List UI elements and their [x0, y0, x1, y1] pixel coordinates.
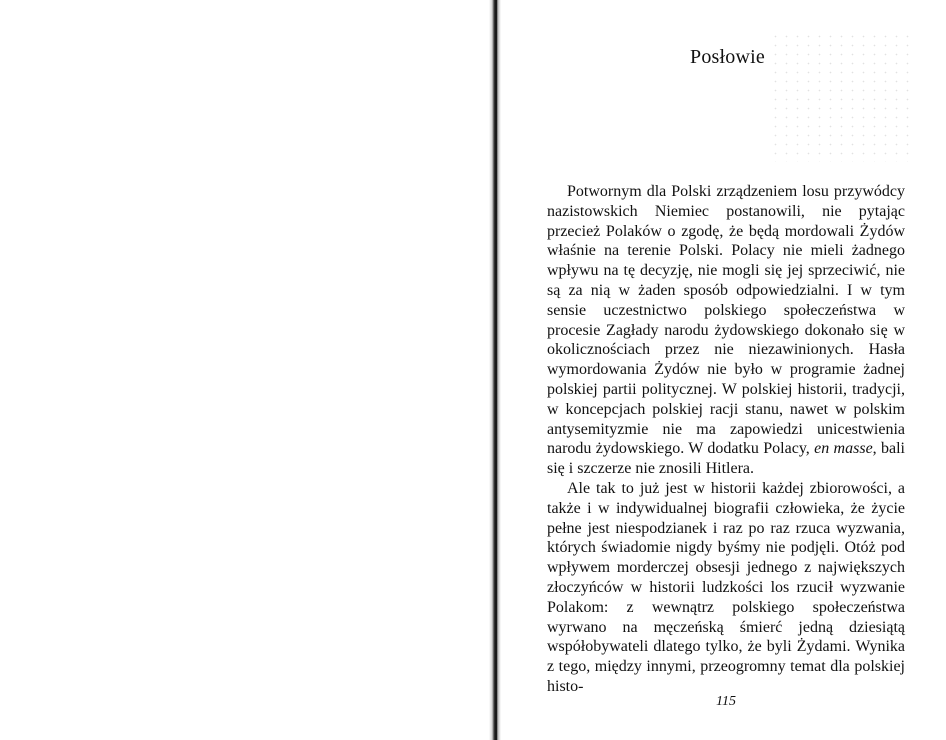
paragraph-1-text: Potwornym dla Polski zrządzeniem losu przywódcy nazistowskich Niemiec postanowili, nie pytając przecież Polaków o zgodę, że będą mordowali Żydów właśnie na terenie Polski. Polacy nie mieli żadnego wpływu na tę decyzję, nie mogli się jej sprzeciwić, nie są za nią w żaden sposób odpowiedzialni. I w tym sensie uczestnictwo polskiego społeczeństwa w procesie Zagłady narodu żydowskiego dokonało się w okolicznościach przez nie niezawinionych. Hasła wymordowania Żydów nie było w programie żadnej polskiej partii politycznej. W polskiej historii, tradycji, w koncepcjach polskiej racji stanu, nawet w polskim antysemityzmie nie ma zapowiedzi unicestwienia narodu żydowskiego. W dodatku Polacy, — [547, 183, 905, 458]
page-number: 115 — [716, 694, 736, 709]
chapter-title: Posłowie — [690, 46, 765, 68]
paragraph-1-emphasis: en masse — [814, 440, 873, 458]
scan-noise-smudge — [770, 32, 910, 162]
body-text — [547, 182, 905, 697]
paragraph-2: Ale tak to już jest w historii każdej zbiorowości, a także i w indywidualnej biografii człowieka, że życie pełne jest niespodzianek i raz po raz rzuca wyzwania, których świadomie nigdy byśmy nie podjęli. Otóż pod wpływem morderczej obsesji jednego z największych złoczyńców w historii ludzkości los rzucił wyzwanie Polakom: z wewnątrz polskiego społeczeństwa wyrwano na męczeńską śmierć jedną dziesiątą współobywateli dlatego tylko, że byli Żydami. Wynika z tego, między innymi, przeogromny temat dla polskiej histo- — [547, 479, 905, 695]
gutter-shadow-line — [495, 0, 497, 740]
paragraph-1 — [547, 182, 905, 479]
paragraph-1-ending: , bali się i szczerze nie znosili Hitlera. — [547, 440, 905, 478]
